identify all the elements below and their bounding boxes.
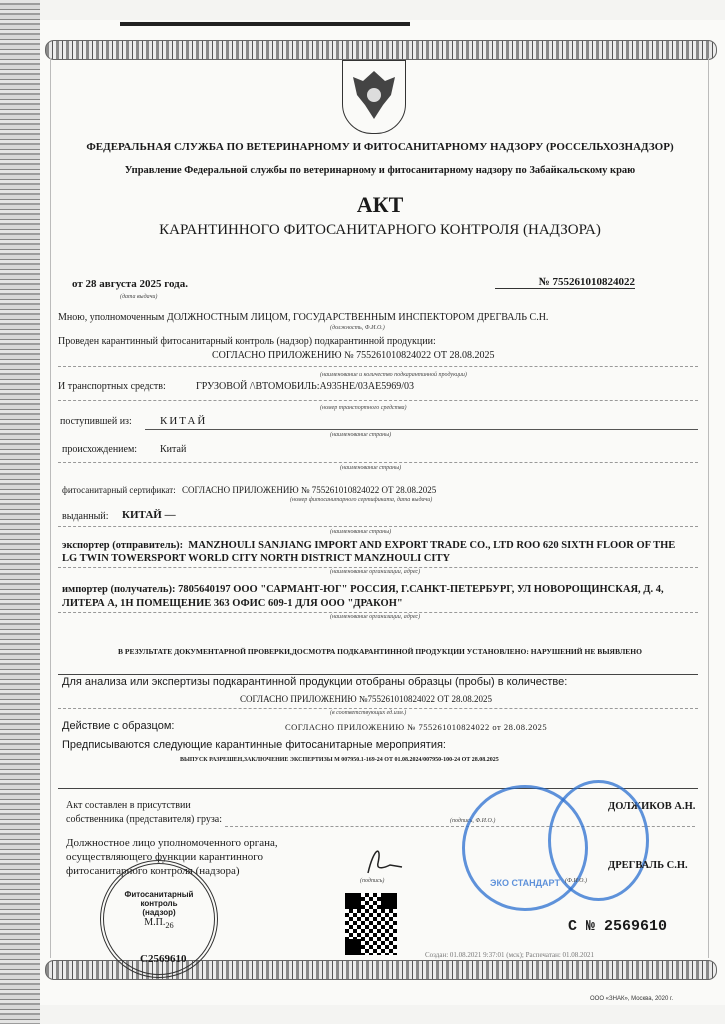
scan-bar <box>120 22 410 26</box>
divider <box>58 366 698 367</box>
divider <box>58 400 698 401</box>
act-number: № 755261010824022 <box>495 276 635 289</box>
qr-code[interactable] <box>345 893 397 955</box>
measures-value: ВЫПУСК РАЗРЕШЕН,ЗАКЛЮЧЕНИЕ ЭКСПЕРТИЗЫ М 007950.1-169-24 ОТ 01.08.2024/007950-100-24 ОТ 28.08.2025 <box>180 757 499 763</box>
transport-value: ГРУЗОВОЙ /\ВТОМОБИЛЬ:А935НЕ/03АЕ5969/03 <box>196 381 414 392</box>
official-label-2: осуществляющего функции карантинного <box>66 851 264 863</box>
exporter-caption: (наименование организации, адрес) <box>330 569 421 575</box>
origin-label: происхождением: <box>62 444 138 455</box>
issued-label: выданный: <box>62 511 109 522</box>
company-stamp: ЭКО СТАНДАРТ <box>462 785 588 911</box>
issued-caption: (наименование страны) <box>330 529 392 535</box>
sample-action-value: СОГЛАСНО ПРИЛОЖЕНИЮ № 755261010824022 от 28.08.2025 <box>285 722 548 732</box>
divider <box>58 526 698 527</box>
control-caption: (наименование и количество подкарантинной продукции) <box>320 372 467 378</box>
control-value: СОГЛАСНО ПРИЛОЖЕНИЮ № 755261010824022 ОТ 28.08.2025 <box>212 350 495 361</box>
company-stamp-2 <box>548 780 649 901</box>
official-name: ДРЕГВАЛЬ С.Н. <box>608 860 688 871</box>
issued-value: КИТАЙ — <box>122 509 176 521</box>
from-value: КИТАЙ <box>160 415 208 427</box>
owner-label-2: собственника (представителя) груза: <box>66 814 223 825</box>
inspector-caption: (должность, Ф.И.О.) <box>330 325 385 331</box>
coat-of-arms-emblem <box>342 60 406 134</box>
scan-edge <box>0 0 40 1024</box>
official-stamp: Фитосанитарный контроль (надзор) $М.П._{26}$ <box>100 860 218 978</box>
certificate-value: СОГЛАСНО ПРИЛОЖЕНИЮ № 755261010824022 ОТ 28.08.2025 <box>182 485 437 495</box>
agency-title: ФЕДЕРАЛЬНАЯ СЛУЖБА ПО ВЕТЕРИНАРНОМУ И ФИТОСАНИТАРНОМУ НАДЗОРУ (РОССЕЛЬХОЗНАДЗОР) <box>86 141 674 153</box>
owner-label-1: Акт составлен в присутствии <box>66 800 191 811</box>
samples-label: Для анализа или экспертизы подкарантинной продукции отобраны образцы (пробы) в количестве: <box>62 676 568 688</box>
measures-label: Предписываются следующие карантинные фитосанитарные мероприятия: <box>62 739 446 751</box>
official-label-3: фитосанитарного контроля (надзора) <box>66 865 240 877</box>
divider <box>58 674 698 675</box>
sample-action-label: Действие с образцом: <box>62 720 175 732</box>
certificate-caption: (номер фитосанитарного сертификата, дата выдачи) <box>290 497 433 503</box>
exporter-line1 <box>62 540 675 551</box>
divider <box>58 567 698 568</box>
inspection-result: В РЕЗУЛЬТАТЕ ДОКУМЕНТАРНОЙ ПРОВЕРКИ,ДОСМОТРА ПОДКАРАНТИННОЙ ПРОДУКЦИИ УСТАНОВЛЕНО: НАРУШЕНИЙ НЕ ВЫЯВЛЕНО <box>118 647 642 656</box>
origin-value: Китай <box>160 444 187 455</box>
inspector-line: Мною, уполномоченным ДОЛЖНОСТНЫМ ЛИЦОМ, ГОСУДАРСТВЕННЫМ ИНСПЕКТОРОМ ДРЕГВАЛЬ С.Н. <box>58 312 549 323</box>
document-title: АКТ <box>356 192 404 217</box>
importer-value: 7805640197 ООО "САРМАНТ-ЮГ" РОССИЯ, Г.САНКТ-ПЕТЕРБУРГ, УЛ НОВОРОЩИНСКАЯ, Д. 4, <box>178 584 664 595</box>
from-caption: (наименование страны) <box>330 432 392 438</box>
printer-imprint: ООО «ЗНАК», Москва, 2020 г. <box>590 996 674 1002</box>
exporter-label: экспортер (отправитель): <box>62 540 184 551</box>
control-label: Проведен карантинный фитосанитарный контроль (надзор) подкарантинной продукции: <box>58 336 436 347</box>
issue-date: от 28 августа 2025 года. <box>72 278 188 290</box>
importer-label: импортер (получатель): <box>62 584 176 595</box>
importer-line1 <box>62 584 664 595</box>
origin-caption: (наименование страны) <box>340 465 402 471</box>
transport-label: И транспортных средств: <box>58 381 166 392</box>
samples-caption: (в соответствующих ед.изм.) <box>330 710 407 716</box>
divider <box>58 612 698 613</box>
importer-value-2: ЛИТЕРА А, 1Н ПОМЕЩЕНИЕ 363 ОФИС 609-1 ДЛЯ ООО "ДРАКОН" <box>62 598 403 609</box>
document-subtitle: КАРАНТИННОГО ФИТОСАНИТАРНОГО КОНТРОЛЯ (НАДЗОРА) <box>159 222 601 238</box>
underline <box>145 429 698 430</box>
transport-caption: (номер транспортного средства) <box>320 405 407 411</box>
series-number-left: С2569610 <box>140 953 187 965</box>
ornament-border-top <box>45 40 717 60</box>
importer-caption: (наименование организации, адрес) <box>330 614 421 620</box>
owner-name: ДОЛЖИКОВ А.Н. <box>608 801 696 812</box>
official-label-1: Должностное лицо уполномоченного органа, <box>66 837 278 849</box>
exporter-value: MANZHOULI SANJIANG IMPORT AND EXPORT TRADE CO., LTD ROO 620 SIXTH FLOOR OF THE <box>188 540 676 551</box>
divider <box>58 462 698 463</box>
issue-date-caption: (дата выдачи) <box>120 294 158 300</box>
exporter-value-2: LG TWIN TOWERSPORT WORLD CITY NORTH DISTRICT MANZHOULI CITY <box>62 553 451 564</box>
signature <box>360 845 410 882</box>
samples-value: СОГЛАСНО ПРИЛОЖЕНИЮ №755261010824022 ОТ 28.08.2025 <box>240 694 492 704</box>
certificate-label: фитосанитарный сертификат: <box>62 485 176 495</box>
form-series-number: С № 2569610 <box>568 918 668 935</box>
department-title: Управление Федеральной службы по ветеринарному и фитосанитарному надзору по Забайкальскому краю <box>124 165 636 176</box>
signature-caption: (подпись) <box>360 878 385 884</box>
owner-caption: (подпись, Ф.И.О.) <box>450 818 496 824</box>
from-label: поступившей из: <box>60 416 132 427</box>
print-metadata: Создан: 01.08.2021 9:37:01 (мск); Распечатан: 01.08.2021 <box>425 951 595 959</box>
divider <box>58 708 698 709</box>
official-name-caption: (Ф.И.О.) <box>565 878 587 884</box>
